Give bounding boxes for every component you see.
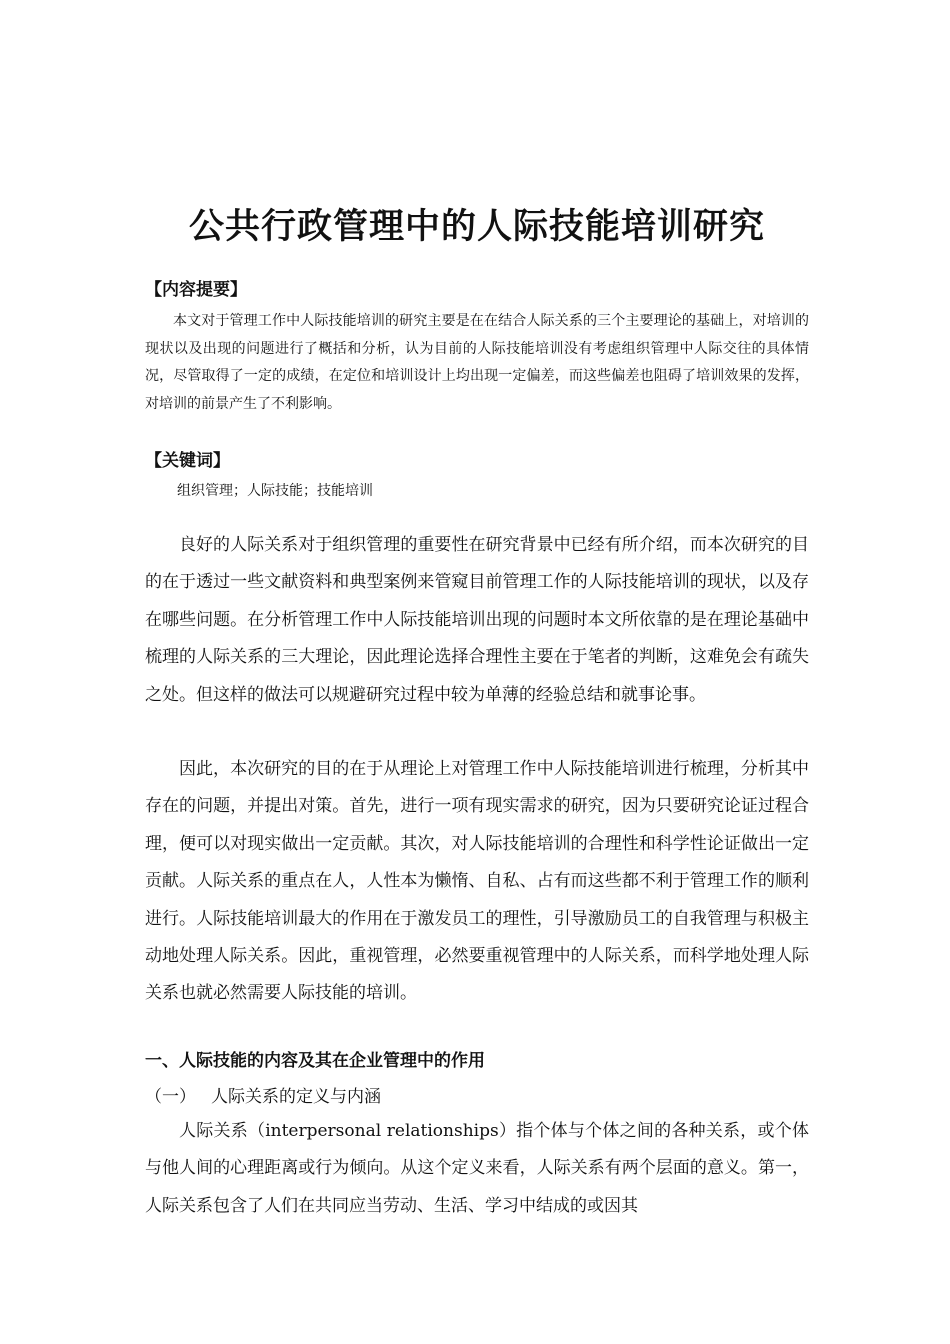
section-heading-2-text: 人际关系的定义与内涵	[211, 1087, 381, 1107]
body-paragraph-3: 人际关系（interpersonal relationships）指个体与个体之间的各种关系，或个体与他人间的心理距离或行为倾向。从这个定义来看，人际关系有两个层面的意义。第一，人际关系包含了人们在共同应当劳动、生活、学习中结成的或因其	[145, 1121, 809, 1216]
abstract-text: 本文对于管理工作中人际技能培训的研究主要是在在结合人际关系的三个主要理论的基础上，对培训的现状以及出现的问题进行了概括和分析，认为目前的人际技能培训没有考虑组织管理中人际交往的具体情况，尽管取得了一定的成绩，在定位和培训设计上均出现一定偏差，而这些偏差也阻碍了培训效果的发挥，对培训的前景产生了不利影响。	[145, 313, 809, 412]
keywords-text: 组织管理；人际技能；技能培训	[177, 483, 373, 499]
section-heading-2	[145, 1082, 381, 1112]
section-heading-1: 一、人际技能的内容及其在企业管理中的作用	[145, 1051, 485, 1071]
document-title: 公共行政管理中的人际技能培训研究	[188, 206, 765, 247]
abstract-label: 【内容提要】	[145, 280, 247, 300]
section-heading-2-number: （一）	[145, 1087, 196, 1107]
body-paragraph-2: 因此，本次研究的目的在于从理论上对管理工作中人际技能培训进行梳理，分析其中存在的问题，并提出对策。首先，进行一项有现实需求的研究，因为只要研究论证过程合理，便可以对现实做出一定贡献。其次，对人际技能培训的合理性和科学性论证做出一定贡献。人际关系的重点在人，人性本为懒惰、自私、占有而这些都不利于管理工作的顺利进行。人际技能培训最大的作用在于激发员工的理性，引导激励员工的自我管理与积极主动地处理人际关系。因此，重视管理，必然要重视管理中的人际关系，而科学地处理人际关系也就必然需要人际技能的培训。	[145, 759, 809, 1004]
body-paragraph-1: 良好的人际关系对于组织管理的重要性在研究背景中已经有所介绍，而本次研究的目的在于透过一些文献资料和典型案例来管窥目前管理工作的人际技能培训的现状，以及存在哪些问题。在分析管理工作中人际技能培训出现的问题时本文所依靠的是在理论基础中梳理的人际关系的三大理论，因此理论选择合理性主要在于笔者的判断，这难免会有疏失之处。但这样的做法可以规避研究过程中较为单薄的经验总结和就事论事。	[145, 535, 809, 705]
keywords-label: 【关键词】	[145, 451, 230, 471]
